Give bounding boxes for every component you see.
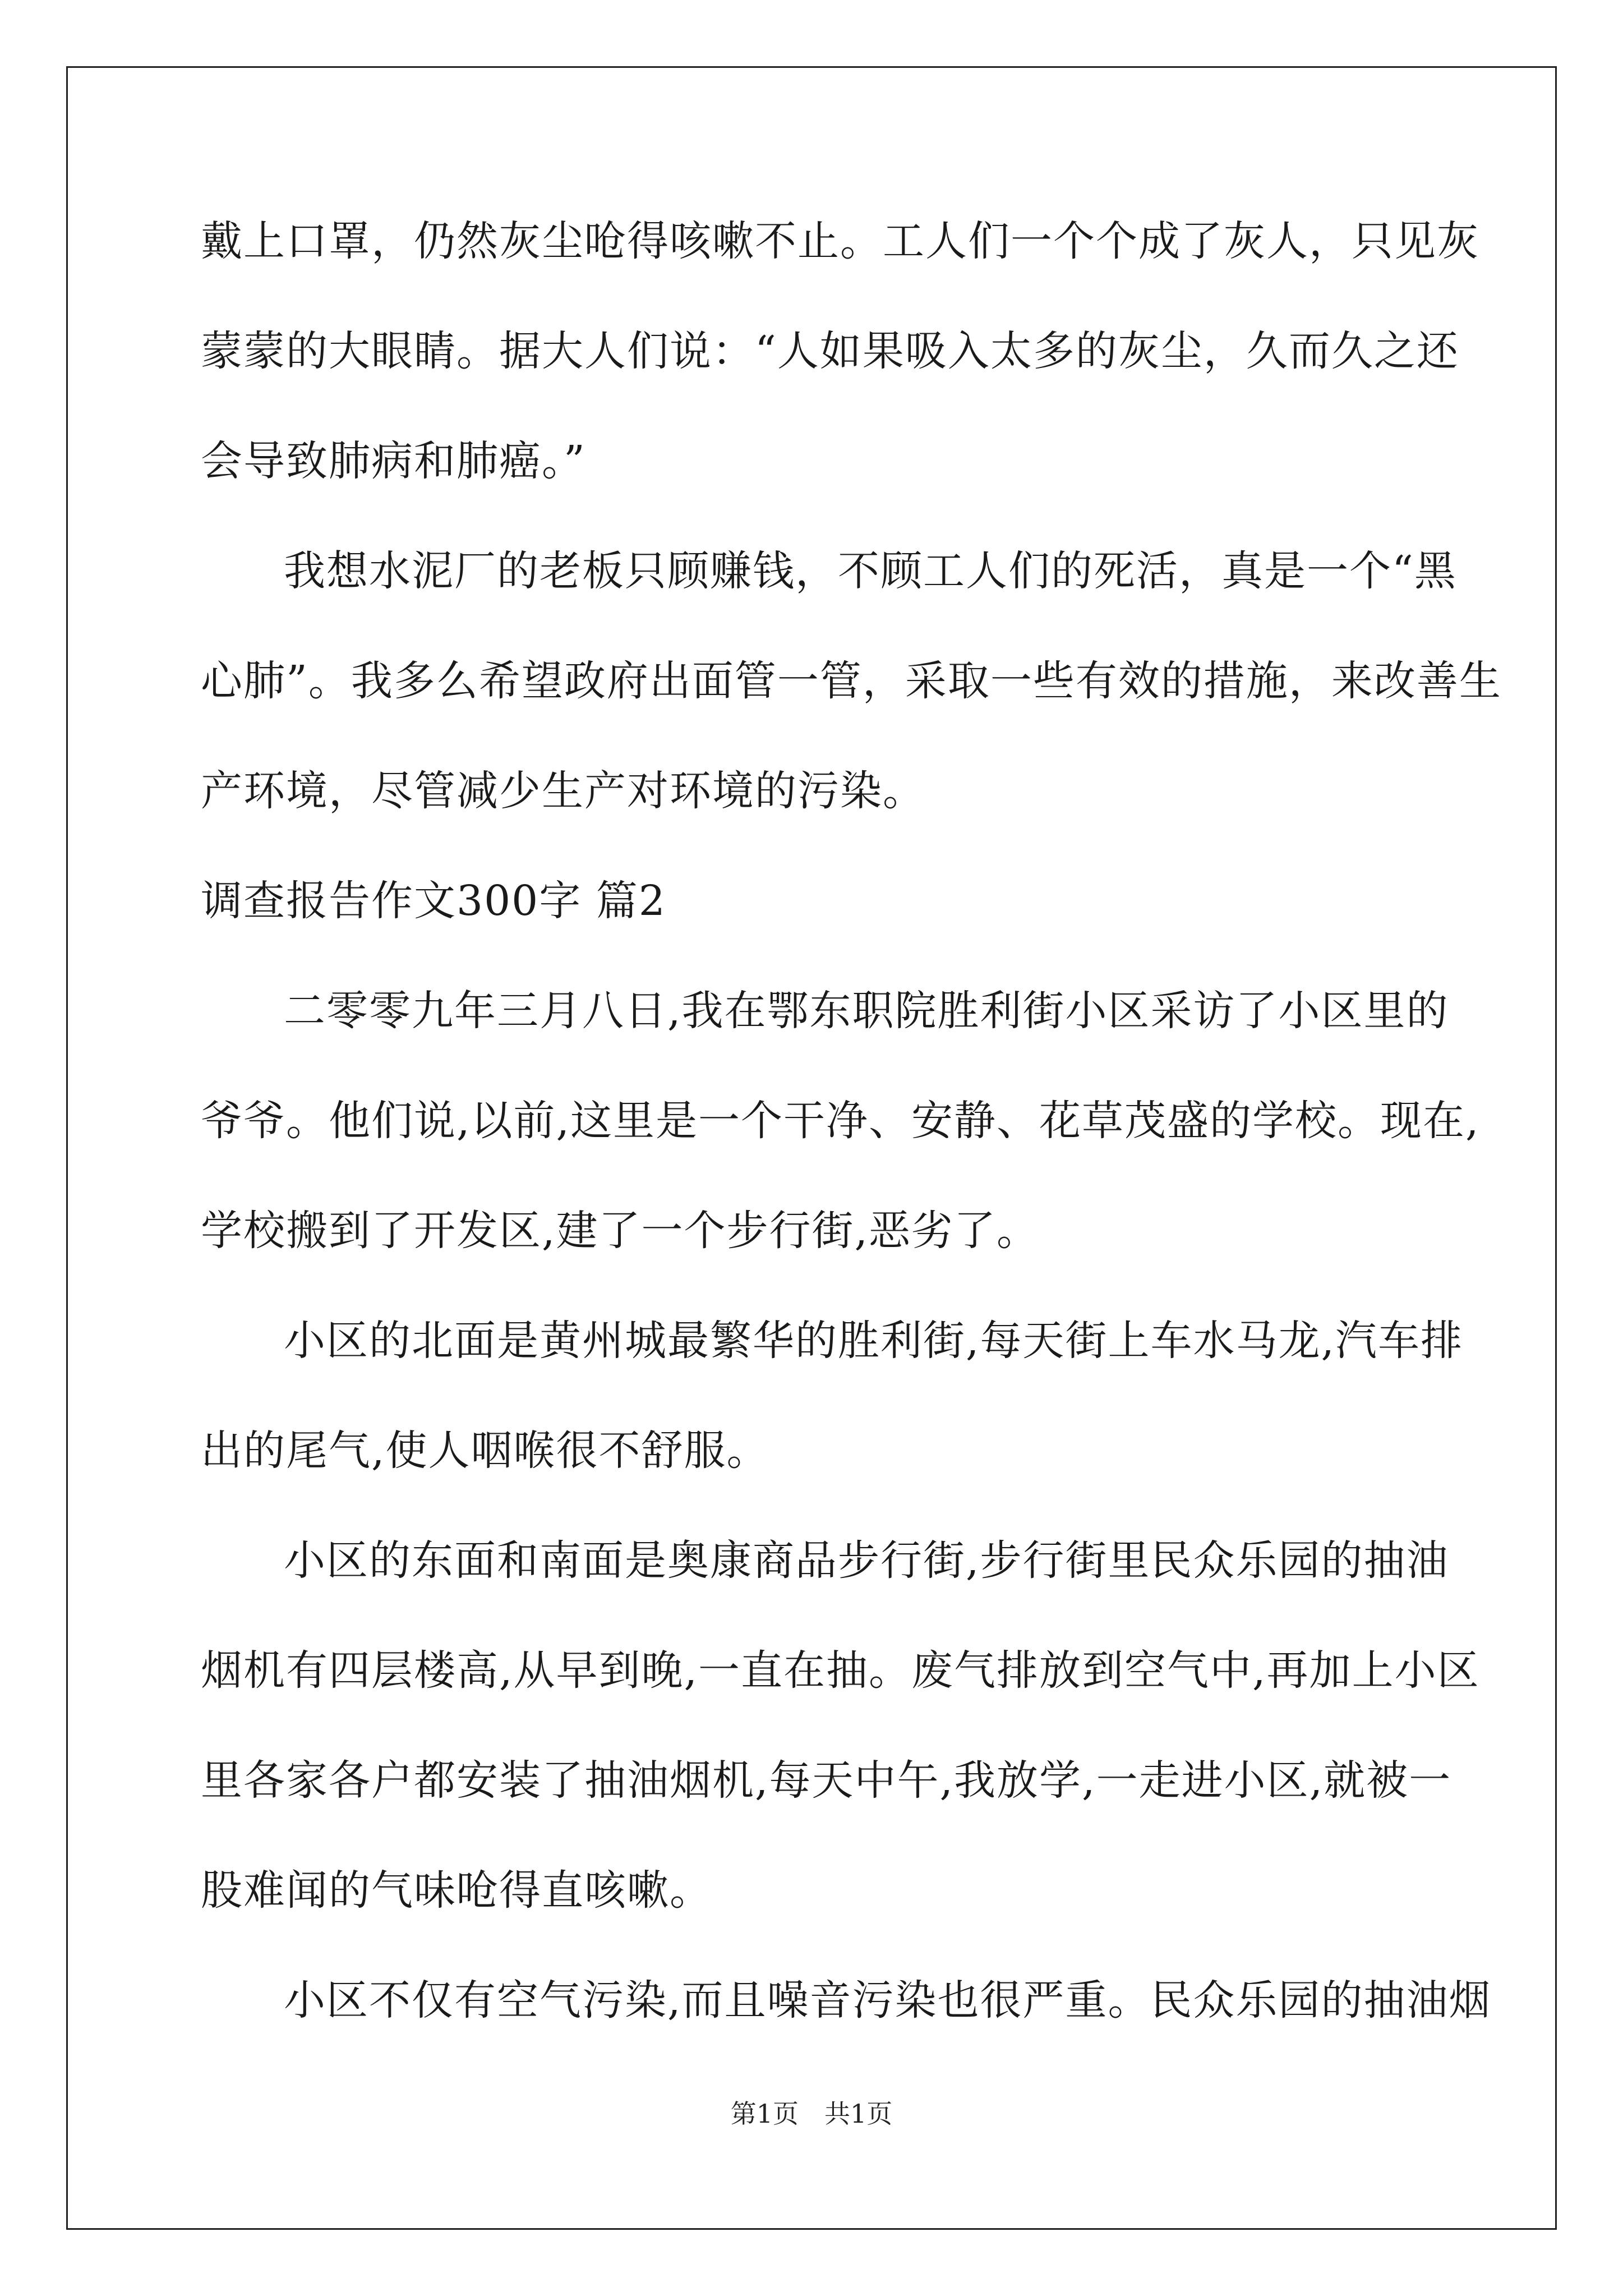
text-line: 烟机有四层楼高,从早到晚,一直在抽。废气排放到空气中,再加上小区 — [201, 1646, 1480, 1695]
page-total: 共1页 — [824, 2099, 893, 2129]
text-line: 产环境，尽管减少生产对环境的污染。 — [201, 767, 925, 815]
text-line: 小区的北面是黄州城最繁华的胜利街,每天街上车水马龙,汽车排 — [284, 1317, 1464, 1365]
text-line: 二零零九年三月八日,我在鄂东职院胜利街小区采访了小区里的 — [284, 987, 1449, 1035]
text-line: 我想水泥厂的老板只顾赚钱，不顾工人们的死活，真是一个“黑 — [284, 547, 1457, 595]
text-line: 爷爷。他们说,以前,这里是一个干净、安静、花草茂盛的学校。现在, — [201, 1097, 1480, 1145]
page-number: 第1页 — [730, 2099, 799, 2129]
text-line: 蒙蒙的大眼睛。据大人们说：“人如果吸入太多的灰尘，久而久之还 — [201, 327, 1459, 375]
text-line: 心肺”。我多么希望政府出面管一管，采取一些有效的措施，来改善生 — [201, 657, 1502, 705]
text-line: 股难闻的气味呛得直咳嗽。 — [201, 1866, 712, 1915]
text-line: 戴上口罩，仍然灰尘呛得咳嗽不止。工人们一个个成了灰人，只见灰 — [201, 217, 1479, 265]
section-heading: 调查报告作文300字 篇2 — [201, 877, 666, 925]
text-line: 会导致肺病和肺癌。” — [201, 437, 586, 485]
text-line: 小区的东面和南面是奥康商品步行街,步行街里民众乐园的抽油 — [284, 1536, 1449, 1585]
text-line: 小区不仅有空气污染,而且噪音污染也很严重。民众乐园的抽油烟 — [284, 1976, 1492, 2024]
text-line: 学校搬到了开发区,建了一个步行街,恶劣了。 — [201, 1207, 1040, 1255]
page-footer — [0, 2097, 1623, 2131]
text-line: 里各家各户都安装了抽油烟机,每天中午,我放学,一走进小区,就被一 — [201, 1756, 1452, 1805]
text-line: 出的尾气,使人咽喉很不舒服。 — [201, 1427, 769, 1475]
